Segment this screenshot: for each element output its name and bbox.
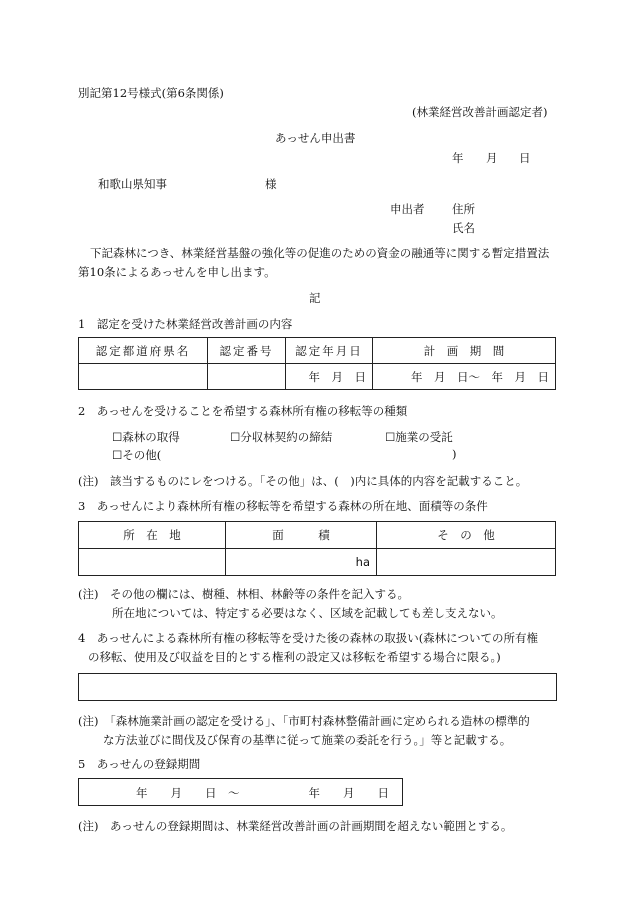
option-other: ☐その他( bbox=[112, 448, 162, 462]
header-prefecture: 認定都道府県名 bbox=[79, 338, 208, 364]
date-day: 日 bbox=[519, 151, 531, 165]
option-acquisition: ☐森林の取得 bbox=[112, 430, 180, 444]
header-area: 面 積 bbox=[226, 522, 377, 549]
section3-note-2: 所在地については、特定する必要はなく、区域を記載しても差し支えない。 bbox=[112, 606, 503, 620]
forest-conditions-table bbox=[78, 521, 556, 576]
header-cert-date: 認定年月日 bbox=[286, 338, 373, 364]
section4-box bbox=[78, 673, 557, 701]
cell-prefecture bbox=[79, 364, 208, 390]
cell-other bbox=[377, 549, 556, 576]
option-consignment: ☐施業の受託 bbox=[385, 430, 453, 444]
option-profit-sharing: ☐分収林契約の締結 bbox=[230, 430, 333, 444]
section2-note: (注) 該当するものにレをつける。「その他」は、( )内に具体的内容を記載すること。 bbox=[78, 474, 528, 488]
option-other-close: ) bbox=[452, 447, 457, 461]
date-year: 年 bbox=[452, 151, 464, 165]
header-other: そ の 他 bbox=[377, 522, 556, 549]
cell-location bbox=[79, 549, 226, 576]
form-label: 別記第12号様式(第6条関係) bbox=[78, 86, 224, 100]
applicant-type: (林業経営改善計画認定者) bbox=[412, 105, 548, 119]
cell-cert-date: 年 月 日 bbox=[286, 364, 373, 390]
section4-heading-2: の移転、使用及び収益を目的とする権利の設定又は移転を希望する場合に限る。) bbox=[88, 650, 501, 664]
registration-period: 年 月 日 〜 年 月 日 bbox=[136, 786, 389, 800]
section3-note-1: (注) その他の欄には、樹種、林相、林齢等の条件を記入する。 bbox=[78, 587, 409, 601]
document-title: あっせん申出書 bbox=[275, 131, 356, 145]
section5-heading: 5 あっせんの登録期間 bbox=[78, 757, 201, 771]
intro-line-2: 第10条によるあっせんを申し出ます。 bbox=[78, 265, 276, 279]
section4-heading-1: 4 あっせんによる森林所有権の移転等を受けた後の森林の取扱い(森林についての所有権 bbox=[78, 631, 538, 645]
section5-note: (注) あっせんの登録期間は、林業経営改善計画の計画期間を超えない範囲とする。 bbox=[78, 819, 513, 833]
header-plan-period: 計 画 期 間 bbox=[373, 338, 556, 364]
addressee-honorific: 様 bbox=[265, 177, 277, 191]
header-location: 所 在 地 bbox=[79, 522, 226, 549]
section3-heading: 3 あっせんにより森林所有権の移転等を希望する森林の所在地、面積等の条件 bbox=[78, 499, 488, 513]
header-cert-number: 認定番号 bbox=[208, 338, 286, 364]
intro-line-1: 下記森林につき、林業経営基盤の強化等の促進のための資金の融通等に関する暫定措置法 bbox=[90, 246, 550, 260]
plan-table bbox=[78, 337, 556, 390]
applicant-address-label: 住所 bbox=[452, 202, 475, 216]
section2-heading: 2 あっせんを受けることを希望する森林所有権の移転等の種類 bbox=[78, 404, 408, 418]
applicant-name-label: 氏名 bbox=[452, 221, 475, 235]
section1-heading: 1 認定を受けた林業経営改善計画の内容 bbox=[78, 317, 293, 331]
section4-note-2: な方法並びに間伐及び保育の基準に従って施業の委託を行う。」等と記載する。 bbox=[103, 733, 512, 747]
cell-cert-number bbox=[208, 364, 286, 390]
applicant-label: 申出者 bbox=[390, 202, 425, 216]
ki-heading: 記 bbox=[309, 291, 321, 305]
addressee-name: 和歌山県知事 bbox=[98, 177, 167, 191]
date-month: 月 bbox=[486, 151, 498, 165]
cell-area-unit: ha bbox=[226, 549, 377, 576]
cell-plan-period: 年 月 日〜 年 月 日 bbox=[373, 364, 556, 390]
section4-note-1: (注) 「森林施業計画の認定を受ける」、「市町村森林整備計画に定められる造林の標準的 bbox=[78, 714, 530, 728]
